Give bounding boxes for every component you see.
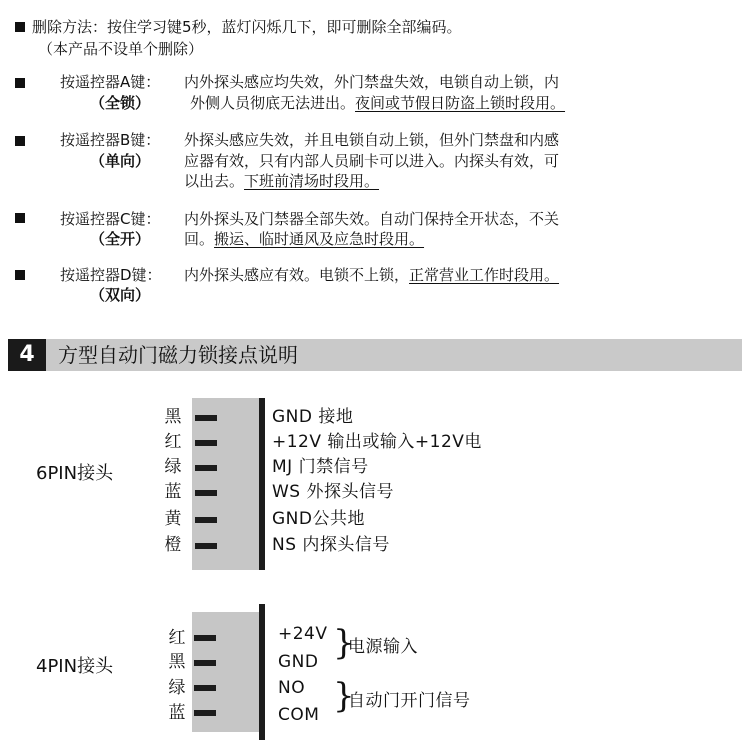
pin-signal: NO bbox=[278, 678, 306, 698]
pin-signal: NS 内探头信号 bbox=[272, 535, 390, 555]
right-brace-icon: } bbox=[333, 623, 355, 663]
mode-c-line-1: 内外探头及门禁器全部失效。自动门保持全开状态，不关 bbox=[184, 210, 560, 228]
mode-c-key: 按遥控器C键： bbox=[60, 210, 161, 228]
connector-4pin-label: 4PIN接头 bbox=[36, 656, 114, 677]
pin-terminal bbox=[195, 543, 217, 549]
pin-signal: GND公共地 bbox=[272, 509, 365, 529]
bullet-square bbox=[15, 136, 25, 146]
pin-terminal bbox=[195, 415, 217, 421]
pin-signal: +12V 输出或输入+12V电 bbox=[272, 432, 482, 452]
connector-4pin-edge bbox=[259, 604, 265, 740]
mode-c-usage: 搬运、临时通风及应急时段用。 bbox=[214, 230, 425, 248]
bullet-square bbox=[15, 78, 25, 88]
mode-d-key: 按遥控器D键： bbox=[60, 266, 162, 284]
mode-d-usage: 正常营业工作时段用。 bbox=[409, 266, 560, 284]
mode-b-usage: 下班前清场时段用。 bbox=[244, 172, 380, 190]
pin-terminal bbox=[194, 660, 216, 666]
pin-signal: GND bbox=[278, 652, 319, 672]
delete-note-text: （本产品不设单个删除） bbox=[38, 40, 204, 58]
section-number: 4 bbox=[8, 339, 46, 371]
pin-terminal bbox=[194, 685, 216, 691]
power-input-label: 电源输入 bbox=[348, 637, 418, 657]
pin-terminal bbox=[194, 710, 216, 716]
bullet-square bbox=[15, 270, 25, 280]
pin-color-label: 黑 bbox=[164, 407, 182, 427]
pin-signal: MJ 门禁信号 bbox=[272, 457, 369, 477]
pin-color-label: 绿 bbox=[164, 457, 182, 477]
pin-signal: GND 接地 bbox=[272, 407, 354, 427]
pin-terminal bbox=[195, 490, 217, 496]
mode-a-line-2: 外侧人员彻底无法进出。夜间或节假日防盗上锁时段用。 bbox=[190, 94, 566, 112]
pin-terminal bbox=[195, 440, 217, 446]
delete-method-text: 删除方法：按住学习键5秒，蓝灯闪烁几下，即可删除全部编码。 bbox=[32, 18, 462, 36]
mode-b-line-3: 以出去。下班前清场时段用。 bbox=[184, 172, 380, 190]
pin-color-label: 红 bbox=[164, 432, 182, 452]
section-title: 方型自动门磁力锁接点说明 bbox=[58, 343, 298, 367]
pin-color-label: 橙 bbox=[164, 535, 182, 555]
pin-color-label: 黄 bbox=[164, 509, 182, 529]
mode-b-line-1: 外探头感应失效，并且电锁自动上锁，但外门禁盘和内感 bbox=[184, 131, 560, 149]
bullet-square bbox=[15, 22, 25, 32]
right-brace-icon: } bbox=[333, 676, 355, 716]
mode-d-name: （双向） bbox=[90, 286, 151, 304]
mode-a-key: 按遥控器A键： bbox=[60, 73, 161, 91]
pin-color-label: 黑 bbox=[168, 652, 186, 672]
pin-terminal bbox=[195, 465, 217, 471]
pin-signal: WS 外探头信号 bbox=[272, 482, 395, 502]
pin-color-label: 绿 bbox=[168, 678, 186, 698]
mode-c-name: （全开） bbox=[90, 230, 151, 248]
door-open-signal-label: 自动门开门信号 bbox=[348, 691, 471, 711]
pin-signal: COM bbox=[278, 705, 320, 725]
pin-color-label: 蓝 bbox=[164, 482, 182, 502]
mode-c-line-2: 回。搬运、临时通风及应急时段用。 bbox=[184, 230, 425, 248]
pin-signal: +24V bbox=[278, 624, 328, 644]
section-banner bbox=[8, 339, 742, 371]
mode-d-line-1: 内外探头感应有效。电锁不上锁，正常营业工作时段用。 bbox=[184, 266, 560, 284]
bullet-square bbox=[15, 213, 25, 223]
mode-a-usage: 夜间或节假日防盗上锁时段用。 bbox=[355, 94, 566, 112]
pin-color-label: 红 bbox=[168, 628, 186, 648]
connector-6pin-label: 6PIN接头 bbox=[36, 463, 114, 484]
pin-terminal bbox=[194, 635, 216, 641]
mode-a-name: （全锁） bbox=[90, 94, 151, 112]
mode-a-line-1: 内外探头感应均失效，外门禁盘失效，电锁自动上锁，内 bbox=[184, 73, 560, 91]
pin-color-label: 蓝 bbox=[168, 703, 186, 723]
pin-terminal bbox=[195, 517, 217, 523]
connector-6pin-edge bbox=[259, 398, 265, 570]
mode-b-line-2: 应器有效，只有内部人员刷卡可以进入。内探头有效，可 bbox=[184, 152, 560, 170]
mode-b-name: （单向） bbox=[90, 152, 151, 170]
mode-b-key: 按遥控器B键： bbox=[60, 131, 161, 149]
